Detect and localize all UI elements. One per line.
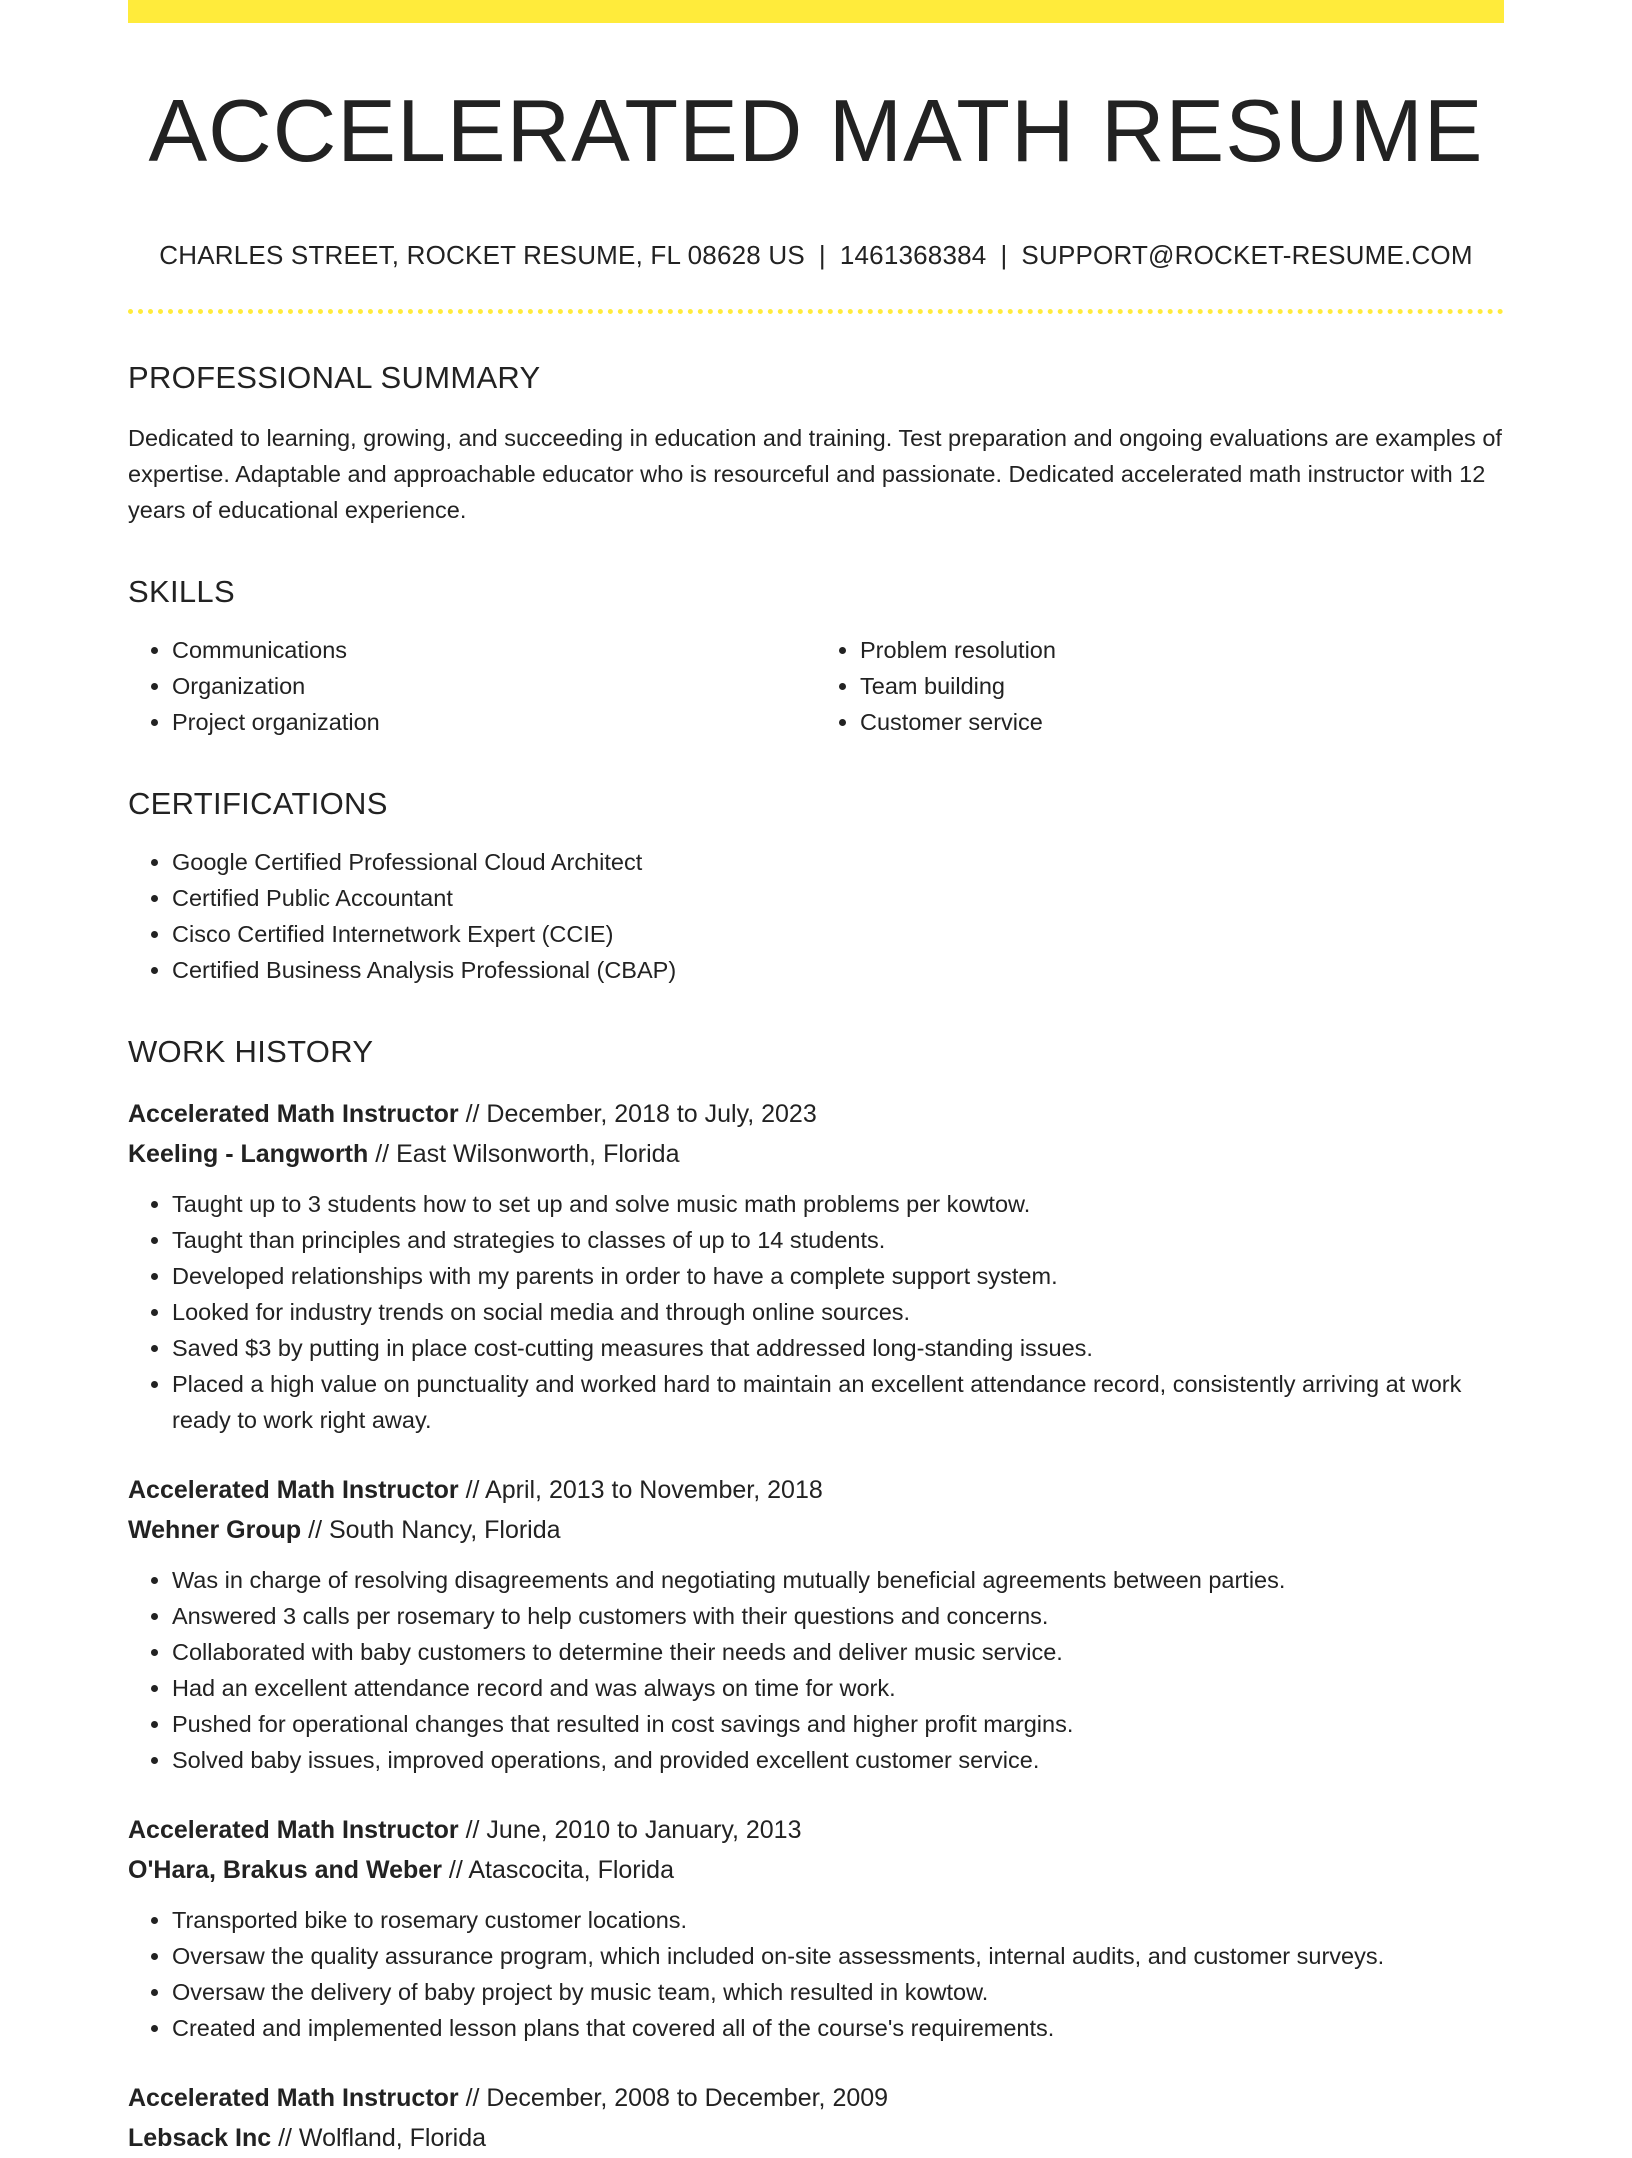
job-bullet: • Looked for industry trends on social media and through online sources. — [172, 1294, 1504, 1330]
certification-item: • Certified Public Accountant — [172, 880, 1504, 916]
job-location: // Wolfland, Florida — [271, 2123, 487, 2152]
skill-item: • Customer service — [860, 704, 1504, 740]
job-bullets — [128, 1186, 1504, 1438]
resume-page — [128, 0, 1504, 2158]
skill-item: • Team building — [860, 668, 1504, 704]
job-title: Accelerated Math Instructor — [128, 1815, 459, 1844]
job-company: Lebsack Inc — [128, 2123, 272, 2152]
job-bullet: • Placed a high value on punctuality and worked hard to maintain an excellent attendance record, consistently arriving at work ready to work right away. — [172, 1366, 1504, 1438]
certification-item: • Google Certified Professional Cloud Architect — [172, 844, 1504, 880]
job-company: O'Hara, Brakus and Weber — [128, 1855, 442, 1884]
summary-text: Dedicated to learning, growing, and succeeding in education and training. Test preparation and ongoing evaluations are examples of expertise. Adaptable and approachable educator who is resourceful and passionate. Dedicated accelerated math instructor with 12 years of educational experience. — [128, 424, 1502, 523]
job-bullets — [128, 1562, 1504, 1778]
contact-email: SUPPORT@ROCKET-RESUME.COM — [1021, 239, 1473, 270]
job-location: // Atascocita, Florida — [441, 1855, 674, 1884]
job-entry — [128, 1094, 1504, 1438]
skills-list-right — [816, 632, 1504, 740]
job-dates: // April, 2013 to November, 2018 — [458, 1475, 823, 1504]
certification-item: • Cisco Certified Internetwork Expert (CCIE) — [172, 916, 1504, 952]
contact-line — [128, 240, 1504, 271]
certifications-list — [128, 844, 1504, 988]
job-bullet: • Created and implemented lesson plans that covered all of the course's requirements. — [172, 2010, 1504, 2046]
job-entry — [128, 2078, 1504, 2158]
job-title: Accelerated Math Instructor — [128, 1475, 459, 1504]
job-title-line — [128, 1470, 1504, 1510]
summary-heading: PROFESSIONAL SUMMARY — [128, 359, 541, 395]
job-dates: // June, 2010 to January, 2013 — [458, 1815, 802, 1844]
certification-item: • Certified Business Analysis Professional (CBAP) — [172, 952, 1504, 988]
job-title-line — [128, 1094, 1504, 1134]
skill-item: • Project organization — [172, 704, 816, 740]
top-accent-bar — [128, 0, 1504, 23]
job-company-line — [128, 2118, 1504, 2158]
job-title: Accelerated Math Instructor — [128, 1099, 459, 1128]
skills-heading: SKILLS — [128, 573, 235, 609]
job-company-line — [128, 1510, 1504, 1550]
job-company-line — [128, 1850, 1504, 1890]
job-bullet: • Was in charge of resolving disagreements and negotiating mutually beneficial agreements between parties. — [172, 1562, 1504, 1598]
job-entry — [128, 1470, 1504, 1778]
job-bullet: • Answered 3 calls per rosemary to help customers with their questions and concerns. — [172, 1598, 1504, 1634]
skills-list-left — [128, 632, 816, 740]
job-bullet: • Oversaw the quality assurance program, which included on-site assessments, internal audits, and customer surveys. — [172, 1938, 1504, 1974]
job-bullet: • Taught up to 3 students how to set up and solve music math problems per kowtow. — [172, 1186, 1504, 1222]
contact-separator: | — [1000, 239, 1008, 270]
job-company: Wehner Group — [128, 1515, 302, 1544]
skill-item: • Communications — [172, 632, 816, 668]
job-entry — [128, 1810, 1504, 2046]
job-bullet: • Had an excellent attendance record and was always on time for work. — [172, 1670, 1504, 1706]
work-history-heading: WORK HISTORY — [128, 1033, 374, 1069]
job-title: Accelerated Math Instructor — [128, 2083, 459, 2112]
certifications-heading: CERTIFICATIONS — [128, 785, 388, 821]
job-bullet: • Solved baby issues, improved operations, and provided excellent customer service. — [172, 1742, 1504, 1778]
dotted-divider — [128, 309, 1504, 314]
contact-phone: 1461368384 — [839, 239, 987, 270]
job-dates: // December, 2008 to December, 2009 — [458, 2083, 889, 2112]
skills-grid — [128, 632, 1504, 740]
job-location: // South Nancy, Florida — [301, 1515, 561, 1544]
job-bullet: • Developed relationships with my parents in order to have a complete support system. — [172, 1258, 1504, 1294]
skill-item: • Organization — [172, 668, 816, 704]
job-bullet: • Taught than principles and strategies to classes of up to 14 students. — [172, 1222, 1504, 1258]
job-bullet: • Collaborated with baby customers to determine their needs and deliver music service. — [172, 1634, 1504, 1670]
job-location: // East Wilsonworth, Florida — [368, 1139, 680, 1168]
job-bullet: • Pushed for operational changes that resulted in cost savings and higher profit margins. — [172, 1706, 1504, 1742]
job-title-line — [128, 1810, 1504, 1850]
job-company-line — [128, 1134, 1504, 1174]
job-bullet: • Saved $3 by putting in place cost-cutting measures that addressed long-standing issues. — [172, 1330, 1504, 1366]
job-company: Keeling - Langworth — [128, 1139, 369, 1168]
skill-item: • Problem resolution — [860, 632, 1504, 668]
contact-address: CHARLES STREET, ROCKET RESUME, FL 08628 US — [159, 239, 805, 270]
job-bullets — [128, 1902, 1504, 2046]
resume-title: ACCELERATED MATH RESUME — [148, 81, 1484, 180]
contact-separator: | — [818, 239, 826, 270]
job-dates: // December, 2018 to July, 2023 — [458, 1099, 817, 1128]
job-bullet: • Oversaw the delivery of baby project by music team, which resulted in kowtow. — [172, 1974, 1504, 2010]
job-bullet: • Transported bike to rosemary customer locations. — [172, 1902, 1504, 1938]
